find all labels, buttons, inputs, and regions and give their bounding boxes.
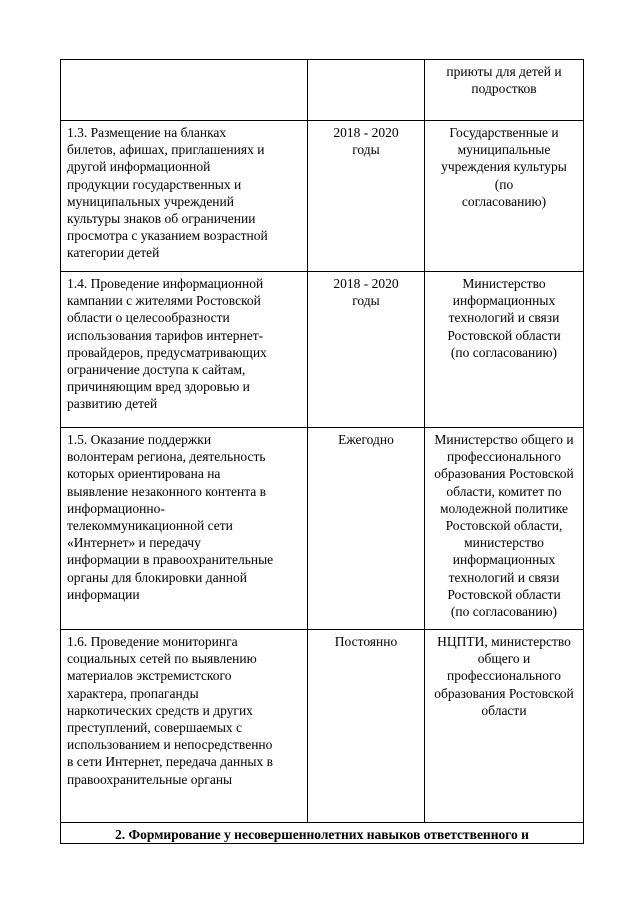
- executor-cell-line: (по согласованию): [450, 344, 558, 360]
- activity-cell-line: кампании с жителями Ростовской: [67, 293, 261, 309]
- period-cell: [308, 272, 425, 428]
- executor-cell: [425, 428, 584, 630]
- activity-cell-line: категории детей: [67, 245, 160, 261]
- period-cell-line: 2018 - 2020: [333, 276, 399, 291]
- activity-cell-line: причиняющим вред здоровью и: [67, 379, 250, 395]
- activity-cell: [61, 121, 308, 272]
- activity-cell: [61, 272, 308, 428]
- period-cell: [308, 121, 425, 272]
- activity-cell-line: в сети Интернет, передача данных в: [67, 754, 274, 770]
- activity-cell: [61, 428, 308, 630]
- executor-cell-line: муниципальные: [457, 142, 551, 158]
- executor-cell-line: Государственные и: [449, 125, 559, 140]
- table-row: [61, 428, 584, 630]
- executor-cell: [425, 630, 584, 823]
- executor-cell-line: области, комитет по: [446, 483, 562, 499]
- activity-cell-line: «Интернет» и передачу: [67, 535, 201, 551]
- activity-cell-line: телекоммуникационной сети: [67, 518, 233, 534]
- activity-cell-line: органы для блокировки данной: [67, 569, 248, 585]
- table-row: [61, 121, 584, 272]
- activity-cell-line: использованием и непосредственно: [67, 737, 273, 753]
- activity-cell-line: муниципальных учреждений: [67, 193, 234, 209]
- activity-cell-line: выявление незаконного контента в: [67, 483, 267, 499]
- executor-cell-line: молодежной политике: [439, 500, 569, 516]
- period-cell: [308, 428, 425, 630]
- activity-cell-line: использования тарифов интернет-: [67, 327, 264, 343]
- executor-cell: [425, 60, 584, 121]
- activity-cell-line: правоохранительные органы: [67, 771, 233, 787]
- activity-cell-line: наркотических средств и других: [67, 702, 253, 718]
- activity-cell-line: материалов экстремистского: [67, 668, 232, 684]
- activity-cell-line: ограничение доступа к сайтам,: [67, 362, 246, 378]
- executor-cell-line: области: [481, 702, 527, 718]
- period-cell-line: 2018 - 2020: [333, 125, 399, 140]
- executor-cell-line: Ростовской области,: [445, 518, 563, 534]
- executor-cell-line: профессионального: [447, 449, 561, 465]
- table-body: [61, 60, 584, 844]
- executor-cell-line: (по согласованию): [450, 604, 558, 620]
- executor-cell-line: образования Ростовской: [434, 685, 574, 701]
- executor-cell-line: учреждения культуры (по: [441, 159, 567, 192]
- executor-cell-line: информационных: [452, 552, 556, 568]
- activity-cell-line: продукции государственных и: [67, 176, 242, 192]
- activity-cell-line: преступлений, совершаемых с: [67, 720, 243, 736]
- activity-cell-line: 1.5. Оказание поддержки: [67, 432, 212, 447]
- executor-cell-line: информационных: [452, 293, 556, 309]
- executor-cell-line: НЦПТИ, министерство: [437, 634, 571, 649]
- activity-cell-line: билетов, афишах, приглашениях и: [67, 142, 265, 158]
- executor-cell-line: Ростовской области: [447, 586, 561, 602]
- table-row: [61, 272, 584, 428]
- activity-cell: [61, 60, 308, 121]
- table-row: [61, 630, 584, 823]
- activity-cell-line: волонтерам региона, деятельность: [67, 449, 266, 465]
- executor-cell-line: общего и: [477, 651, 531, 667]
- table-row: [61, 60, 584, 121]
- executor-cell: [425, 121, 584, 272]
- activity-cell-line: развитию детей: [67, 396, 158, 412]
- activity-cell-line: информации: [67, 586, 140, 602]
- executor-cell-line: подростков: [471, 81, 537, 97]
- activity-cell-line: 1.6. Проведение мониторинга: [67, 634, 238, 649]
- activity-cell-line: другой информационной: [67, 159, 211, 175]
- period-cell-line: годы: [352, 142, 380, 158]
- period-cell-line: Ежегодно: [338, 432, 394, 447]
- activity-cell: [61, 630, 308, 823]
- activity-cell-line: 1.3. Размещение на бланках: [67, 125, 227, 140]
- activity-cell-line: информации в правоохранительные: [67, 552, 274, 568]
- executor-cell-line: технологий и связи: [448, 310, 560, 326]
- activity-cell-line: характера, пропаганды: [67, 685, 199, 701]
- executor-cell: [425, 272, 584, 428]
- activity-cell-line: просмотра с указанием возрастной: [67, 228, 268, 244]
- activity-cell-line: которых ориентирована на: [67, 466, 221, 482]
- executor-cell-line: Министерство: [462, 276, 546, 291]
- executor-cell-line: министерство: [464, 535, 544, 551]
- period-cell: [308, 630, 425, 823]
- period-cell-line: Постоянно: [334, 634, 398, 649]
- section-heading-row: [61, 823, 584, 844]
- executor-cell-line: образования Ростовской: [434, 466, 574, 482]
- executor-cell-line: технологий и связи: [448, 569, 560, 585]
- period-cell: [308, 60, 425, 121]
- executor-cell-line: приюты для детей и: [446, 64, 562, 79]
- activity-cell-line: 1.4. Проведение информационной: [67, 276, 264, 291]
- activity-cell-line: социальных сетей по выявлению: [67, 651, 257, 667]
- executor-cell-line: Ростовской области: [447, 327, 561, 343]
- activity-cell-line: области о целесообразности: [67, 310, 230, 326]
- activity-plan-table: [60, 59, 584, 844]
- activity-cell-line: информационно-: [67, 500, 165, 516]
- section-heading: 2. Формирование у несовершеннолетних навыков ответственного и: [61, 823, 584, 844]
- executor-cell-line: Министерство общего и: [434, 432, 574, 447]
- activity-cell-line: провайдеров, предусматривающих: [67, 344, 267, 360]
- activity-cell-line: культуры знаков об ограничении: [67, 211, 256, 227]
- period-cell-line: годы: [352, 293, 380, 309]
- executor-cell-line: профессионального: [447, 668, 561, 684]
- executor-cell-line: согласованию): [461, 193, 547, 209]
